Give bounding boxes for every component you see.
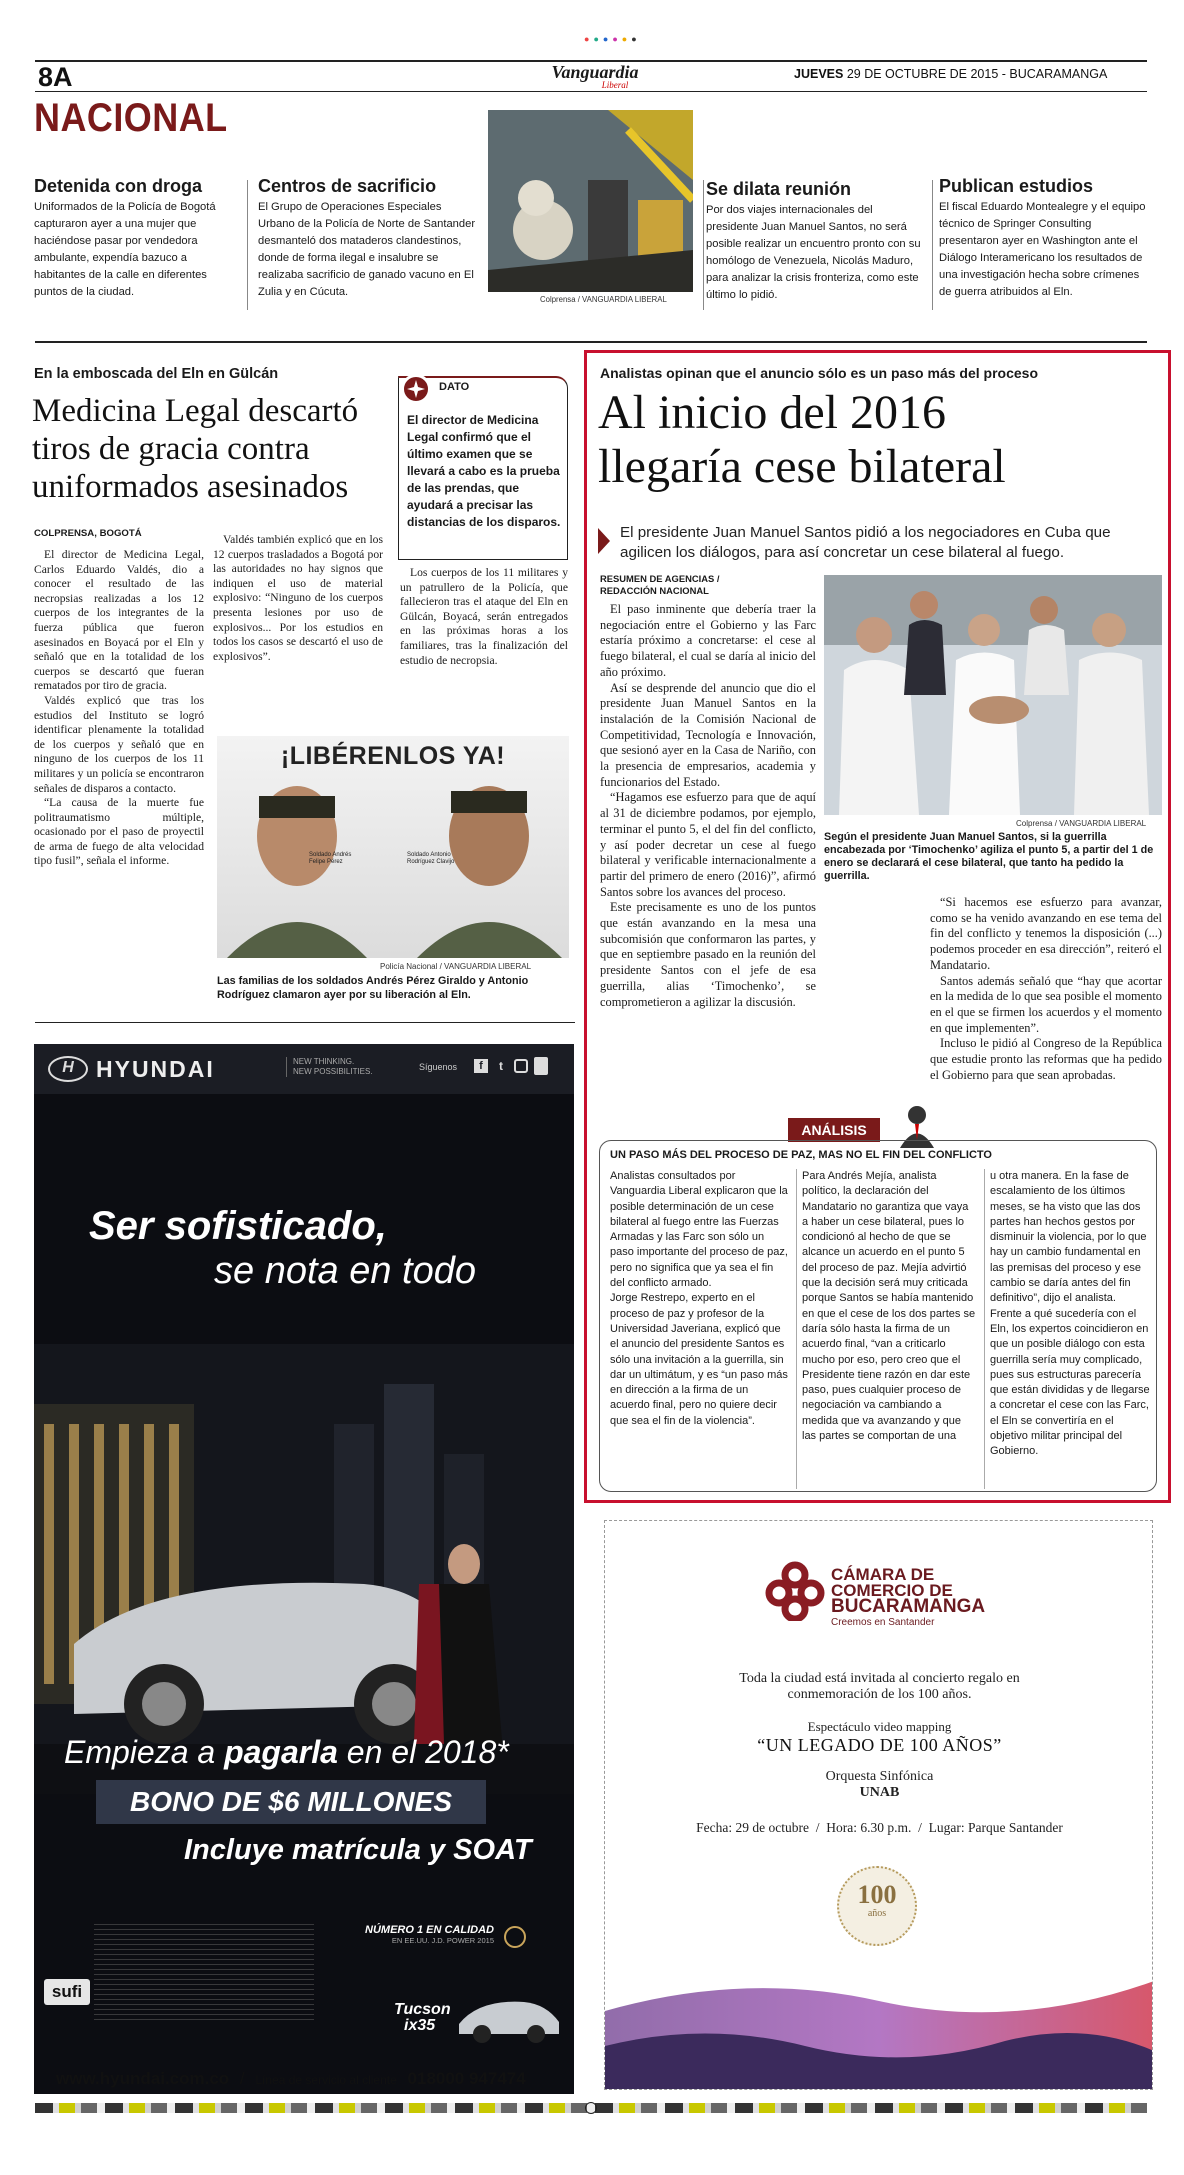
ranking-line-1: NÚMERO 1 EN CALIDAD bbox=[365, 1924, 494, 1936]
main-photo-credit: Colprensa / VANGUARDIA LIBERAL bbox=[1016, 819, 1147, 828]
city-night-icon bbox=[34, 1344, 574, 1794]
soldier2-label: Soldado Antonio Rodríguez Clavijo bbox=[407, 852, 455, 865]
top-photo-credit: Colprensa / VANGUARDIA LIBERAL bbox=[540, 295, 667, 304]
org-line-2: COMERCIO DE bbox=[831, 1581, 953, 1600]
centenary-badge bbox=[837, 1866, 917, 1946]
brief-body: Por dos viajes internacionales del presidente Juan Manuel Santos, no será posible realizar un encuentro pronto con su homólogo de Venezuela, Nicolás Maduro, para analizar la crisis fronteriza, como este último lo pidió. bbox=[706, 204, 921, 301]
header-date-rest: 29 DE OCTUBRE DE 2015 - BUCARAMANGA bbox=[846, 67, 1108, 81]
ranking-line-2: EN EE.UU. J.D. POWER 2015 bbox=[391, 1936, 494, 1945]
tagline-line-2: NEW POSSIBILITIES. bbox=[293, 1067, 373, 1076]
small-car-icon bbox=[454, 1984, 564, 2044]
camara-invite bbox=[605, 1671, 1153, 1703]
brief-body: Uniformados de la Policía de Bogotá capturaron ayer a una mujer que haciéndose pasar por vendedora ambulante, expendía bazuco a habitantes de la calle en diferentes puntos de la ciudad. bbox=[34, 201, 216, 298]
follow-label: Síguenos bbox=[419, 1062, 458, 1072]
paragraph: “Hagamos ese esfuerzo para que de aquí al 31 de diciembre podamos, por ejemplo, terminar el punto 5, el del fin del conflicto, y así poder decretar un cese al fuego bilateral y verificable internacionalmente a partir del primero de enero (2016)”, afirmó Santos sobre los avances del proceso. bbox=[600, 790, 816, 899]
main-story-deck: El presidente Juan Manuel Santos pidió a los negociadores en Cuba que agilicen los diálogos, para así concretar un cese bilateral al fuego. bbox=[620, 524, 1111, 561]
header-date bbox=[794, 67, 1107, 81]
orchestra-line-1: Orquesta Sinfónica bbox=[825, 1769, 934, 1784]
main-photo bbox=[824, 575, 1162, 815]
brief-title: Centros de sacrificio bbox=[258, 176, 437, 196]
orchestra bbox=[605, 1769, 1153, 1801]
header-dots: ●●●●●● bbox=[584, 34, 641, 44]
section-title: NACIONAL bbox=[34, 96, 228, 140]
registration-mark-icon bbox=[585, 2102, 597, 2114]
analysis-col1: Analistas consultados por Vanguardia Liberal explicaron que la posible determinación de un cese bilateral al fuego entre las Fuerzas Armadas y las Farc son sólo un paso importante del proceso de paz, pero no significa que ya sea el fin del conflicto armado. Jorge Restrepo, experto en el proceso de paz y profesor de la Universidad Javeriana, explicó que el anuncio del presidente Santos es sólo una invitación a la guerrilla, sin dar un ultimátum, y es “un paso más en dirección a la firma de un acuerdo final, pero no quiere decir que sea el fin de la violencia”. bbox=[610, 1170, 788, 1427]
soldiers-portrait-icon bbox=[217, 776, 569, 958]
brief-4 bbox=[939, 175, 1151, 301]
invite-line-2: conmemoración de los 100 años. bbox=[787, 1687, 972, 1702]
left-story-byline: COLPRENSA, BOGOTÁ bbox=[34, 528, 142, 539]
badge-number: 100 bbox=[857, 1880, 897, 1909]
brief-body: El Grupo de Operaciones Especiales Urbano de la Policía de Norte de Santander desmanteló dos mataderos clandestinos, donde de forma ilegal e insalubre se realizaba sacrificio de ganado vacuno en El Zulia y en Cúcuta. bbox=[258, 201, 476, 298]
masthead bbox=[540, 63, 650, 90]
main-story-col1 bbox=[600, 602, 816, 1010]
left-story-col2 bbox=[213, 533, 383, 664]
model-line-1: Tucson bbox=[394, 2001, 451, 2018]
offer-post: en el 2018* bbox=[346, 1734, 509, 1770]
service-label: Línea de servicio al cliente bbox=[255, 2073, 397, 2087]
left-story-headline: Medicina Legal descartó tiros de gracia contra uniformados asesinados bbox=[32, 393, 359, 505]
includes-line: Incluye matrícula y SOAT bbox=[184, 1834, 532, 1866]
offer-pre: Empieza a bbox=[64, 1734, 216, 1770]
paragraph: “La causa de la muerte fue politraumatismo múltiple, ocasionado por el paso de proyectil de arma de fuego de alta velocidad tipo fusil”, señala el informe. bbox=[34, 796, 204, 868]
paragraph: Valdés también explicó que en los 12 cuerpos trasladados a Bogotá por las autoridades no hay signos que indiquen el uso de material explosivo: “Ninguno de los cuerpos presenta lesiones por uso de explosivos... Por los estudios en todos los casos se descartó el uso de explosivos”. bbox=[213, 533, 383, 663]
event-details: Fecha: 29 de octubre / Hora: 6.30 p.m. / Lugar: Parque Santander bbox=[696, 1820, 1063, 1835]
ranking bbox=[364, 1924, 494, 1945]
soldier1-label: Soldado Andrés Felipe Pérez bbox=[309, 852, 352, 865]
headline-line-1: Al inicio del 2016 bbox=[598, 386, 946, 439]
invite-line-1: Toda la ciudad está invitada al concierto regalo en bbox=[739, 1671, 1020, 1686]
paragraph: “Si hacemos ese esfuerzo para avanzar, como se ha venido avanzando en ese tema del fin del conflicto y tenemos la disposición (...) podemos proceder en esa dirección”, reiteró el Mandatario. bbox=[930, 895, 1162, 972]
sufi-logo: sufi bbox=[44, 1979, 90, 2005]
brief-body: El fiscal Eduardo Montealegre y el equipo técnico de Springer Consulting presentaron ayer en Washington ante el Diálogo Interamericano los resultados de una investigación hecha sobre crímenes de guerra atribuidos al Eln. bbox=[939, 201, 1146, 298]
paragraph: Los cuerpos de los 11 militares y un patrullero de la Policía, que fallecieron tras el ataque del Eln en Gülcán, Boyacá, serán entregados en las próximas horas a los familiares, tras la finalización del estudio de necropsia. bbox=[400, 566, 568, 667]
soldiers-caption: Las familias de los soldados Andrés Pérez Giraldo y Antonio Rodríguez clamaron ayer por su liberación al Eln. bbox=[217, 975, 529, 1001]
hyundai-brand: HYUNDAI bbox=[96, 1056, 215, 1082]
youtube-icon[interactable] bbox=[534, 1057, 548, 1075]
left-story-col3 bbox=[400, 566, 568, 668]
dato-box bbox=[398, 376, 568, 560]
camara-org bbox=[831, 1567, 985, 1631]
tagline-line-1: NEW THINKING. bbox=[293, 1057, 355, 1066]
camara-ad bbox=[604, 1520, 1153, 2090]
model-line-2: ix35 bbox=[404, 2017, 436, 2034]
byline-line-1: RESUMEN DE AGENCIAS / bbox=[600, 573, 720, 584]
service-phone: 018000 947474 bbox=[407, 2069, 526, 2088]
org-slogan: Creemos en Santander bbox=[831, 1617, 935, 1628]
brief-3 bbox=[706, 178, 924, 304]
hyundai-footer: www.hyundai.com.co / Línea de servicio al cliente 018000 947474 bbox=[56, 2069, 526, 2088]
header-day: JUEVES bbox=[794, 67, 844, 81]
main-photo-caption: Según el presidente Juan Manuel Santos, si la guerrilla encabezada por ‘Timochenko’ agiliza el punto 5, a partir del 1 de enero se declarará el cese bilateral, que tanto ha pedido la guerrilla. bbox=[824, 831, 1154, 882]
org-line-1: CÁMARA DE bbox=[831, 1565, 935, 1584]
badge-word: años bbox=[867, 1908, 887, 1919]
paragraph: Santos además señaló que “hay que acortar en la medida de lo que sea posible el momento en el que se firmen los acuerdos y el momento en que implementen”. bbox=[930, 973, 1162, 1035]
brief-2 bbox=[258, 175, 476, 301]
facebook-icon[interactable]: f bbox=[474, 1059, 488, 1073]
org-line-3: BUCARAMANGA bbox=[831, 1596, 986, 1617]
main-story-byline bbox=[600, 573, 719, 597]
ad-headline-2: se nota en todo bbox=[214, 1250, 476, 1292]
dato-label: DATO bbox=[439, 381, 470, 393]
analysis-label: ANÁLISIS bbox=[788, 1118, 880, 1142]
paragraph: Así se desprende del anuncio que dio el presidente Juan Manuel Santos en la instalación de la Comisión Nacional de Competitividad, Tecnología e Innovación, que sesionó ayer en la Casa de Nariño, con la presencia de empresarios, academia y funcionarios del Estado. bbox=[600, 680, 816, 789]
paragraph: Valdés explicó que tras los estudios del Instituto se logró identificar plenamente la totalidad de los cuerpos y señaló que en ninguno de los cuerpos de los 11 militares y un policía se encontraron señales de disparos a contacto. bbox=[34, 693, 204, 795]
ad-headline-1: Ser sofisticado, bbox=[89, 1204, 387, 1248]
concert-crowd-icon bbox=[605, 1951, 1153, 2090]
bono-banner: BONO DE $6 MILLONES bbox=[96, 1780, 486, 1824]
main-story-headline bbox=[598, 386, 1158, 494]
dato-text: El director de Medicina Legal confirmó que el último examen que se llevará a cabo es la prueba de las prendas, que ayudará a precisar las distancias de los disparos. bbox=[407, 413, 561, 529]
paragraph: El director de Medicina Legal, Carlos Eduardo Valdés, dio a conocer el resultado de las necropsias realizadas a los 12 cuerpos de los integrantes de la fuerza pública que fueron asesinados en Boyacá por el Eln y señaló que en la totalidad de los cuerpos se descartó que fueran rematados por tiro de gracia. bbox=[34, 548, 204, 693]
analysis-box bbox=[599, 1140, 1157, 1492]
analysis-col2: Para Andrés Mejía, analista político, la declaración del Mandatario no garantiza que vaya a haber un cese bilateral, pues lo condicionó al hecho de que se alcance un acuerdo en el punto 5 del proceso de paz. Mejía advirtió que la decisión será muy criticada porque Santos se había mantenido en que el cese de los dos partes se daría sólo hasta la firma de un acuerdo final, “van a criticarlo mucho por eso, pero creo que el Presidente tiene razón en dar este paso, pues cualquier proceso de negociación va cambiando a medida que va avanzando y que las partes se comportan de una bbox=[802, 1170, 976, 1443]
byline-line-2: REDACCIÓN NACIONAL bbox=[600, 585, 709, 596]
rescue-scene-icon bbox=[488, 110, 693, 292]
main-story-kicker: Analistas opinan que el anuncio sólo es un paso más del proceso bbox=[600, 365, 1038, 381]
handshake-photo-icon bbox=[824, 575, 1162, 815]
hyundai-website[interactable]: www.hyundai.com.co bbox=[56, 2069, 230, 2088]
masthead-title: Vanguardia bbox=[551, 62, 639, 82]
hyundai-tagline bbox=[286, 1057, 373, 1077]
brief-title: Detenida con droga bbox=[34, 176, 203, 196]
hyundai-logo-icon: H bbox=[48, 1056, 88, 1082]
model-name bbox=[394, 2002, 451, 2034]
instagram-icon[interactable] bbox=[514, 1059, 528, 1073]
event-kind: Espectáculo video mapping bbox=[807, 1719, 952, 1734]
twitter-icon[interactable]: t bbox=[499, 1059, 503, 1073]
analysis-title: UN PASO MÁS DEL PROCESO DE PAZ, MAS NO EL FIN DEL CONFLICTO bbox=[610, 1149, 992, 1161]
camara-logo-icon bbox=[765, 1561, 825, 1621]
orchestra-line-2: UNAB bbox=[859, 1785, 900, 1800]
left-story-col1 bbox=[34, 548, 204, 869]
brief-1 bbox=[34, 175, 239, 301]
page-number: 8A bbox=[38, 62, 73, 92]
paragraph: Este precisamente es uno de los puntos que están avanzando en la mesa una subcomisión que conformaron las partes, y que en septiembre pasado en la reunión del presidente Santos con el jefe de esa guerrilla, alias ‘Timochenko’, se comprometieron a agilizar la discusión. bbox=[600, 900, 816, 1009]
brief-title: Publican estudios bbox=[939, 176, 1094, 196]
masthead-subtitle: Liberal bbox=[601, 80, 629, 90]
jdpower-badge-icon bbox=[504, 1926, 526, 1948]
soldiers-photo-credit: Policía Nacional / VANGUARDIA LIBERAL bbox=[380, 962, 532, 971]
offer-line bbox=[64, 1734, 509, 1771]
poster-title: ¡LIBÉRENLOS YA! bbox=[280, 742, 506, 770]
fine-print bbox=[94, 1924, 314, 2024]
main-story-col2 bbox=[930, 895, 1162, 1083]
top-photo bbox=[488, 110, 693, 292]
left-story-kicker: En la emboscada del Eln en Gülcán bbox=[34, 366, 279, 382]
headline-line-2: llegaría cese bilateral bbox=[598, 440, 1006, 493]
offer-bold: pagarla bbox=[224, 1734, 338, 1770]
hyundai-ad bbox=[34, 1044, 574, 2094]
paragraph: Incluso le pidió al Congreso de la República que estudie pronto las reformas que ha pedido el Gobierno para que sean aprobadas. bbox=[930, 1036, 1162, 1082]
dato-icon bbox=[401, 374, 431, 404]
soldiers-poster bbox=[217, 736, 569, 958]
analysis-col3: u otra manera. En la fase de escalamiento de los últimos meses, se ha visto que las dos partes han hechos gestos por disminuir la violencia, por lo que hay un cambio fundamental en las premisas del proceso y ese cambio se daría antes del fin definitivo”, dijo el analista. Frente a qué sucedería con el Eln, los expertos coincidieron en que un posible diálogo con esta guerrilla sería muy complicado, pues sus estructuras parecería que están divididas y de llegarse a concretar el cese con las Farc, el Eln se convertiría en el objetivo militar principal del Gobierno. bbox=[990, 1170, 1150, 1458]
event-title: “UN LEGADO DE 100 AÑOS” bbox=[757, 1735, 1002, 1755]
paragraph: El paso inminente que debería traer la negociación entre el Gobierno y las Farc estaría próximo a concretarse: el cese al fuego bilateral, el cual se daría al inicio del año próximo. bbox=[600, 602, 816, 679]
brief-title: Se dilata reunión bbox=[706, 179, 852, 199]
